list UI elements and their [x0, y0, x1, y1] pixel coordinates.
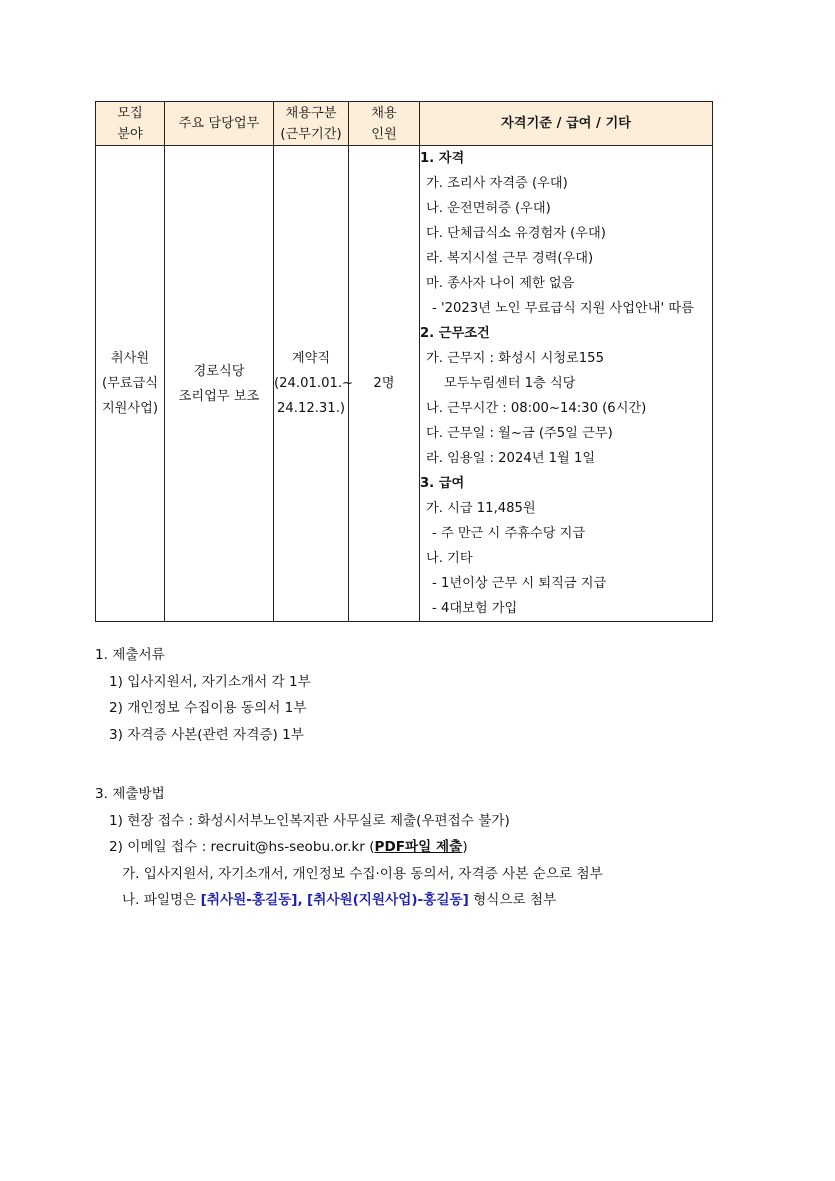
criteria-line: - '2023년 노인 무료급식 지원 사업안내' 따름	[432, 301, 694, 316]
criteria-line: 다. 근무일 : 월~금 (주5일 근무)	[426, 426, 613, 441]
header-duty: 주요 담당업무	[165, 102, 274, 146]
filename-example-2: [취사원(지원사업)-홍길동]	[306, 892, 469, 908]
documents-item: 3) 자격증 사본(관련 자격증) 1부	[109, 726, 304, 743]
criteria-heading: 3. 급여	[420, 476, 465, 491]
criteria-line: 나. 운전면허증 (우대)	[426, 201, 551, 216]
cell-field: 취사원 (무료급식 지원사업)	[96, 146, 165, 622]
pdf-note: PDF파일 제출	[374, 839, 463, 855]
cell-type: 계약직 (24.01.01.~ 24.12.31.)	[274, 146, 349, 622]
cell-count: 2명	[349, 146, 420, 622]
filename-example-1: [취사원-홍길동],	[200, 892, 303, 908]
documents-section	[95, 642, 311, 748]
header-criteria: 자격기준 / 급여 / 기타	[420, 102, 713, 146]
criteria-line: 라. 복지시설 근무 경력(우대)	[426, 251, 594, 266]
criteria-line: - 주 만근 시 주휴수당 지급	[432, 526, 586, 541]
criteria-heading: 2. 근무조건	[420, 326, 490, 341]
criteria-line: 다. 단체급식소 유경험자 (우대)	[426, 226, 606, 241]
header-count: 채용 인원	[349, 102, 420, 146]
criteria-line: 모두누림센터 1층 식당	[444, 376, 576, 391]
criteria-line: 가. 조리사 자격증 (우대)	[426, 176, 568, 191]
criteria-line: 나. 근무시간 : 08:00~14:30 (6시간)	[426, 401, 647, 416]
criteria-line: 나. 기타	[426, 551, 473, 566]
criteria-line: 마. 종사자 나이 제한 없음	[426, 276, 575, 291]
documents-title: 1. 제출서류	[95, 647, 165, 663]
method-sub-order: 가. 입사지원서, 자기소개서, 개인정보 수집·이용 동의서, 자격증 사본 순으로 첨부	[122, 865, 603, 882]
cell-duty: 경로식당 조리업무 보조	[165, 146, 274, 622]
method-sub-filename: 나. 파일명은 [취사원-홍길동], [취사원(지원사업)-홍길동] 형식으로 첨부	[122, 892, 557, 908]
table-row	[96, 146, 713, 622]
criteria-line: 라. 임용일 : 2024년 1월 1일	[426, 451, 596, 466]
documents-item: 2) 개인정보 수집이용 동의서 1부	[109, 700, 307, 716]
method-title: 3. 제출방법	[95, 786, 165, 802]
method-section	[95, 781, 603, 914]
criteria-line: - 4대보험 가입	[432, 601, 518, 616]
cell-criteria	[420, 146, 713, 622]
criteria-heading: 1. 자격	[420, 151, 465, 166]
criteria-line: 가. 근무지 : 화성시 시청로155	[426, 351, 604, 366]
recruitment-table	[95, 101, 713, 622]
criteria-line: - 1년이상 근무 시 퇴직금 지급	[432, 576, 607, 591]
method-item-email: 2) 이메일 접수 : recruit@hs-seobu.or.kr (PDF파일 제출)	[109, 839, 468, 855]
method-item-onsite: 1) 현장 접수 : 화성시서부노인복지관 사무실로 제출(우편접수 불가)	[109, 812, 510, 829]
documents-item: 1) 입사지원서, 자기소개서 각 1부	[109, 673, 311, 690]
table-header-row	[96, 102, 713, 146]
header-type: 채용구분 (근무기간)	[274, 102, 349, 146]
header-field: 모집 분야	[96, 102, 165, 146]
criteria-line: 가. 시급 11,485원	[426, 501, 536, 516]
